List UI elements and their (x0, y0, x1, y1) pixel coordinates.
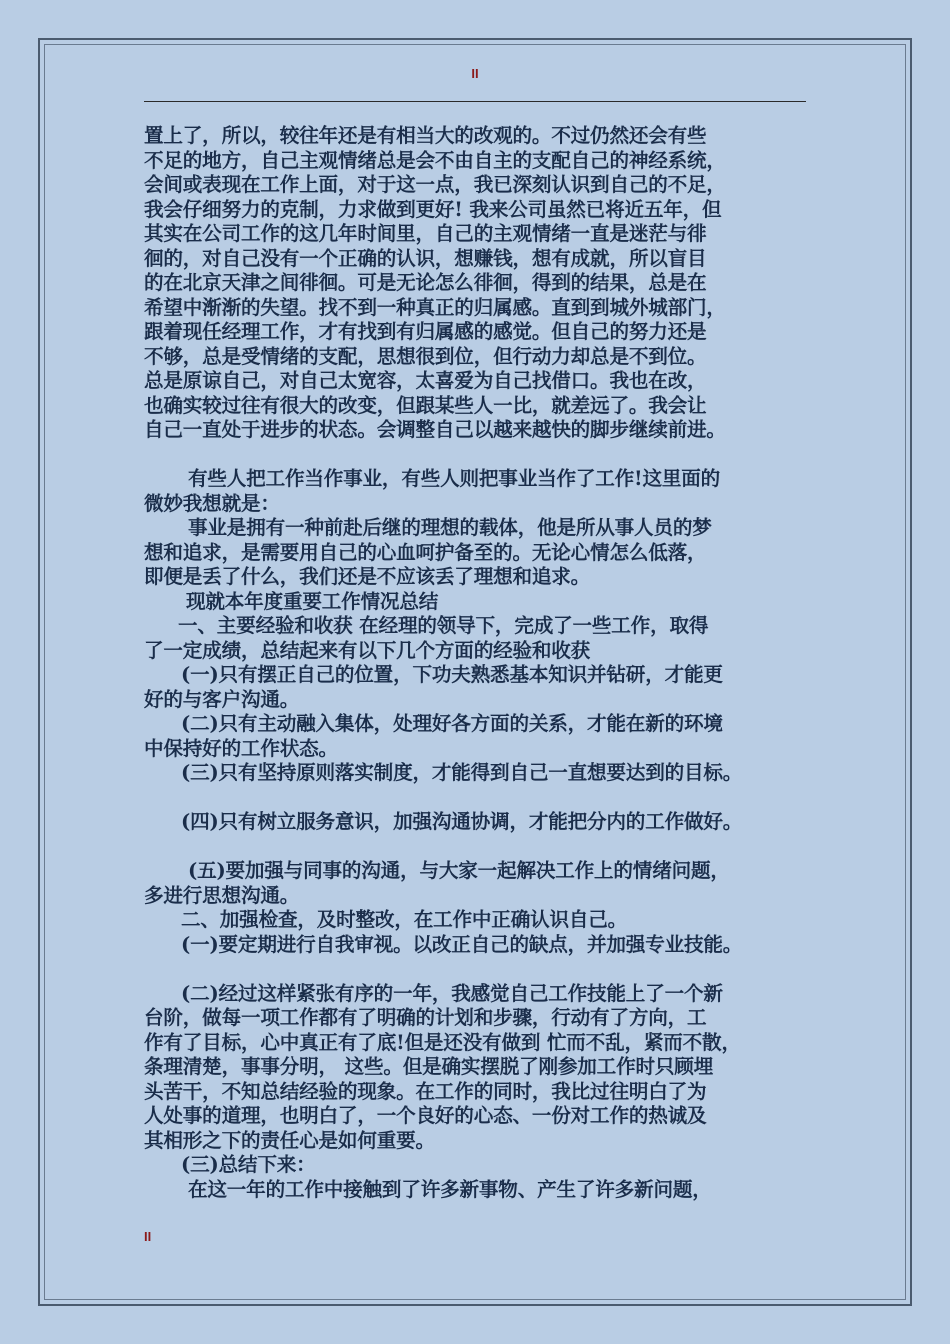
text-line: (四)只有树立服务意识，加强沟通协调，才能把分内的工作做好。 (181, 810, 743, 833)
text-line: 会间或表现在工作上面，对于这一点，我已深刻认识到自己的不足， (144, 173, 726, 196)
text-line: 二、加强检查，及时整改，在工作中正确认识自己。 (181, 908, 628, 931)
text-line: (二)只有主动融入集体，处理好各方面的关系，才能在新的环境 (181, 712, 723, 735)
text-line: 其相形之下的责任心是如何重要。 (144, 1128, 435, 1152)
blank-line (144, 835, 834, 860)
text-line: 在这一年的工作中接触到了许多新事物、产生了许多新问题， (188, 1177, 712, 1201)
text-line: 作有了目标，心中真正有了底!但是还没有做到 忙而不乱，紧而不散， (144, 1030, 741, 1054)
text-line: (二)经过这样紧张有序的一年，我感觉自己工作技能上了一个新 (181, 981, 723, 1005)
text-line: (三)只有坚持原则落实制度，才能得到自己一直想要达到的目标。 (181, 761, 743, 784)
text-line: 好的与客户沟通。 (144, 687, 300, 711)
text-line: (五)要加强与同事的沟通，与大家一起解决工作上的情绪问题， (188, 859, 730, 882)
text-line: 置上了，所以，较往年还是有相当大的改观的。不过仍然还会有些 (144, 124, 707, 147)
blank-line (144, 957, 834, 982)
blank-line (144, 786, 834, 811)
text-line: 了一定成绩，总结起来有以下几个方面的经验和收获 (144, 638, 591, 662)
text-line: 台阶，做每一项工作都有了明确的计划和步骤，行动有了方向，工 (144, 1006, 707, 1029)
text-line: 头苦干，不知总结经验的现象。在工作的同时，我比过往明白了为 (144, 1079, 707, 1103)
text-line: 徊的，对自己没有一个正确的认识，想赚钱，想有成就，所以盲目 (144, 246, 707, 270)
text-line: 也确实较过往有很大的改变，但跟某些人一比，就差远了。我会让 (144, 393, 707, 417)
text-line: (一)要定期进行自我审视。以改正自己的缺点，并加强专业技能。 (181, 932, 743, 956)
text-line: 中保持好的工作状态。 (144, 736, 338, 760)
text-line: 跟着现任经理工作，才有找到有归属感的感觉。但自己的努力还是 (144, 320, 707, 343)
text-line: 我会仔细努力的克制，力求做到更好! 我来公司虽然已将近五年，但 (144, 197, 722, 221)
text-line: 事业是拥有一种前赴后继的理想的载体，他是所从事人员的梦 (188, 516, 712, 539)
text-line: 条理清楚，事事分明， 这些。但是确实摆脱了刚参加工作时只顾埋 (144, 1055, 714, 1078)
document-body (144, 124, 834, 1202)
text-line: 有些人把工作当作事业，有些人则把事业当作了工作!这里面的 (188, 467, 721, 490)
text-line: 现就本年度重要工作情况总结 (186, 589, 439, 613)
text-line: 人处事的道理，也明白了，一个良好的心态、一份对工作的热诚及 (144, 1104, 707, 1127)
text-line: (一)只有摆正自己的位置，下功夫熟悉基本知识并钻研，才能更 (181, 663, 723, 686)
text-line: 其实在公司工作的这几年时间里，自己的主观情绪一直是迷茫与徘 (144, 222, 707, 245)
header-rule (144, 101, 806, 102)
text-line: 的在北京天津之间徘徊。可是无论怎么徘徊，得到的结果，总是在 (144, 271, 707, 294)
text-line: 多进行思想沟通。 (144, 883, 300, 907)
text-line: 不够，总是受情绪的支配，思想很到位，但行动力却总是不到位。 (144, 344, 707, 368)
text-line: 总是原谅自己，对自己太宽容，太喜爱为自己找借口。我也在改， (144, 369, 707, 392)
text-line: 不足的地方，自己主观情绪总是会不由自主的支配自己的神经系统， (144, 148, 726, 172)
text-line: 自己一直处于进步的状态。会调整自己以越来越快的脚步继续前进。 (144, 418, 726, 441)
text-line: 微妙我想就是： (144, 491, 280, 515)
header-page-mark: II (471, 66, 479, 81)
text-line: (三)总结下来： (181, 1153, 316, 1176)
footer-page-mark: II (144, 1229, 152, 1244)
text-line: 想和追求，是需要用自己的心血呵护备至的。无论心情怎么低落， (144, 540, 707, 564)
text-line: 即便是丢了什么，我们还是不应该丢了理想和追求。 (144, 565, 591, 588)
text-line: 希望中渐渐的失望。找不到一种真正的归属感。直到到城外城部门， (144, 295, 726, 319)
text-line: 一、主要经验和收获 在经理的领导下，完成了一些工作，取得 (178, 614, 709, 637)
blank-line (144, 443, 834, 468)
